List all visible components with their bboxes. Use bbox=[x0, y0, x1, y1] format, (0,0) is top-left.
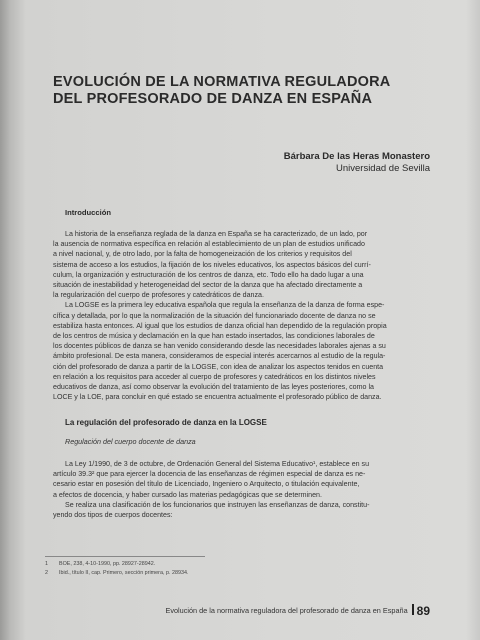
section-line: Se realiza una clasificación de los funcionarios que instruyen las enseñanzas de danza, constitu- bbox=[65, 500, 370, 509]
section-paragraphs bbox=[53, 459, 433, 520]
intro-line: LOCE y la LOE, para concluir en qué estado se encuentra actualmente el profesorado público de danza. bbox=[53, 393, 382, 402]
intro-line: situación de inestabilidad y heterogeneidad del sector de la danza que ha afectado directamente a bbox=[53, 281, 363, 290]
section-title: La regulación del profesorado de danza en la LOGSE bbox=[65, 418, 267, 427]
intro-line: la ausencia de normativa específica en relación al establecimiento de un plan de estudios unificado bbox=[53, 240, 365, 249]
footnote-number: 1 bbox=[45, 561, 48, 567]
footnote-text: BOE, 238, 4-10-1990, pp. 28927-28942. bbox=[59, 561, 156, 567]
intro-heading: Introducción bbox=[65, 208, 111, 217]
footnote-number: 2 bbox=[45, 570, 48, 576]
page-number: 89 bbox=[416, 604, 430, 618]
intro-line: La historia de la enseñanza reglada de la danza en España se ha caracterizado, de un lado, por bbox=[65, 230, 368, 238]
section-line: La Ley 1/1990, de 3 de octubre, de Ordenación General del Sistema Educativo¹, establece en su bbox=[65, 460, 370, 468]
intro-line: educativos de danza, así como observar la evolución del tratamiento de las leyes posteriores, como la bbox=[53, 383, 374, 392]
footnote-text: Ibid., título II, cap. Primero, sección primera, p. 28934. bbox=[59, 570, 189, 576]
footnotes bbox=[45, 560, 188, 578]
article-title bbox=[53, 74, 443, 108]
intro-line: a nivel nacional, y, de otro lado, por la falta de homogeneización de los criterios y requisitos del bbox=[53, 250, 352, 259]
section-line: yendo dos tipos de cuerpos docentes: bbox=[53, 511, 173, 520]
author-name: Bárbara De las Heras Monastero bbox=[283, 151, 430, 162]
intro-line: la regularización del cuerpo de profesores y catedráticos de danza. bbox=[53, 291, 264, 300]
author-affiliation: Universidad de Sevilla bbox=[336, 163, 430, 174]
subsection-title: Regulación del cuerpo docente de danza bbox=[65, 437, 196, 446]
title-line-2: DEL PROFESORADO DE DANZA EN ESPAÑA bbox=[53, 91, 373, 107]
page-edge-shadow bbox=[466, 0, 480, 640]
intro-line: sistema de acceso a los estudios, la fijación de los niveles educativos, los aspectos básicos del currí- bbox=[53, 260, 371, 269]
intro-paragraphs bbox=[53, 229, 433, 402]
intro-line: ámbito profesional. De esta manera, consideramos de especial interés acercarnos al estudio de la regula- bbox=[53, 352, 386, 361]
intro-line: en relación a los requisitos para acceder al cuerpo de profesores y catedráticos en los distintos niveles bbox=[53, 372, 376, 381]
footnote bbox=[45, 560, 188, 569]
footnote bbox=[45, 569, 188, 578]
footnote-rule bbox=[45, 556, 205, 557]
section-line: cesario estar en posesión del título de Licenciado, Ingeniero o Arquitecto, o titulación equivalente, bbox=[53, 480, 360, 489]
section-line: a efectos de docencia, y haber cursado las materias pedagógicas que se determinen. bbox=[53, 490, 322, 499]
intro-line: La LOGSE es la primera ley educativa española que regula la enseñanza de la danza de forma espe- bbox=[65, 301, 385, 310]
author-block bbox=[284, 151, 430, 175]
running-title: Evolución de la normativa reguladora del profesorado de danza en España bbox=[165, 606, 408, 615]
intro-line: estabiliza hasta entonces. Al igual que los estudios de danza oficial han dependido de la regulación propia bbox=[53, 321, 387, 330]
intro-line: de los centros de música y declamación en la que han estado insertados, las condiciones laborales de bbox=[53, 332, 375, 341]
title-line-1: EVOLUCIÓN DE LA NORMATIVA REGULADORA bbox=[53, 74, 391, 90]
footer-separator bbox=[412, 604, 414, 615]
page-footer bbox=[0, 604, 430, 618]
intro-line: los docentes públicos de danza se han venido considerando desde las necesidades laborales ajenas a su bbox=[53, 342, 386, 351]
section-line: artículo 39.3² que para ejercer la docencia de las enseñanzas de régimen especial de danza es ne- bbox=[53, 470, 366, 479]
intro-line: culum, la organización y estructuración de los centros de danza, etc. Todo ello ha dado lugar a una bbox=[53, 270, 364, 279]
intro-line: cífica y detallada, por lo que la normalización de la situación del funcionariado docente de danza no se bbox=[53, 311, 376, 320]
intro-line: ción del profesorado de danza a partir de la LOGSE, con idea de analizar los aspectos tenidos en cuenta bbox=[53, 362, 384, 371]
